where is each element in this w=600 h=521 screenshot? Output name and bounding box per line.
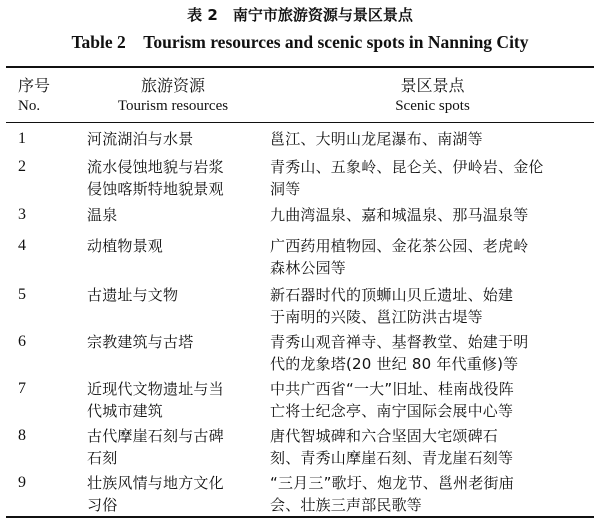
resource-line: 宗教建筑与古塔 [87, 333, 194, 351]
spots-line: 邕江、大明山龙尾瀑布、南湖等 [270, 130, 483, 148]
row-resource [87, 204, 261, 226]
row-spots [270, 156, 588, 200]
resource-line: 温泉 [87, 206, 118, 224]
row-number: 7 [18, 380, 26, 397]
row-spots [270, 331, 588, 375]
row-resource [87, 156, 261, 200]
spots-line: 青秀山观音禅寺、基督教堂、始建于明 [270, 333, 529, 351]
spots-line: “三月三”歌圩、炮龙节、邕州老街庙 [270, 474, 514, 492]
spots-line: 青秀山、五象岭、昆仑关、伊岭岩、金伦 [270, 158, 544, 176]
spots-line: 洞等 [270, 180, 301, 198]
spots-line: 中共广西省“一大”旧址、桂南战役阵 [270, 380, 514, 398]
row-spots [270, 378, 588, 422]
row-number: 2 [18, 158, 26, 175]
row-spots [270, 204, 588, 226]
row-resource [87, 378, 261, 422]
row-resource [87, 425, 261, 469]
row-resource [87, 284, 261, 306]
header-spot-en: Scenic spots [395, 98, 470, 114]
header-resource-en: Tourism resources [117, 98, 229, 114]
resource-line: 侵蚀喀斯特地貌景观 [87, 180, 224, 198]
table-title-cn: 表 2 南宁市旅游资源与景区景点 [187, 6, 413, 24]
spots-line: 森林公园等 [270, 259, 347, 277]
row-spots [270, 425, 588, 469]
row-spots [270, 235, 588, 279]
row-number: 4 [18, 237, 26, 254]
spots-line: 于南明的兴陵、邕江防洪古堤等 [270, 308, 483, 326]
resource-line: 动植物景观 [87, 237, 164, 255]
header-no-en: No. [18, 98, 41, 114]
resource-line: 代城市建筑 [87, 402, 164, 420]
row-number: 6 [18, 333, 26, 350]
row-spots [270, 284, 588, 328]
spots-line: 代的龙象塔(20 世纪 80 年代重修)等 [270, 355, 519, 373]
row-resource [87, 235, 261, 257]
row-number: 3 [18, 206, 26, 223]
resource-line: 河流湖泊与水景 [87, 130, 194, 148]
row-resource [87, 331, 261, 353]
table-bottom-rule [6, 516, 594, 518]
header-no-cn: 序号 [18, 76, 51, 95]
table-header-rule [6, 122, 594, 123]
row-number: 8 [18, 427, 26, 444]
resource-line: 古代摩崖石刻与古碑 [87, 427, 224, 445]
resource-line: 流水侵蚀地貌与岩浆 [87, 158, 224, 176]
spots-line: 刻、青秀山摩崖石刻、青龙崖石刻等 [270, 449, 514, 467]
resource-line: 壮族风情与地方文化 [87, 474, 224, 492]
spots-line: 唐代智城碑和六合坚固大宅颂碑石 [270, 427, 499, 445]
row-number: 9 [18, 474, 26, 491]
row-spots [270, 472, 588, 516]
row-number: 5 [18, 286, 26, 303]
table-title-en: Table 2 Tourism resources and scenic spots in Nanning City [71, 32, 529, 52]
spots-line: 亡将士纪念亭、南宁国际会展中心等 [270, 402, 514, 420]
header-resource [92, 75, 254, 116]
spots-line: 九曲湾温泉、嘉和城温泉、那马温泉等 [270, 206, 529, 224]
header-spot [280, 75, 585, 116]
resource-line: 古遗址与文物 [87, 286, 179, 304]
header-resource-cn: 旅游资源 [140, 76, 205, 95]
row-resource [87, 128, 261, 150]
spots-line: 新石器时代的顶蛳山贝丘遗址、始建 [270, 286, 514, 304]
row-spots [270, 128, 588, 150]
header-spot-cn: 景区景点 [400, 76, 465, 95]
spots-line: 会、壮族三声部民歌等 [270, 496, 423, 514]
resource-line: 石刻 [87, 449, 118, 467]
row-number: 1 [18, 130, 26, 147]
resource-line: 近现代文物遗址与当 [87, 380, 224, 398]
resource-line: 习俗 [87, 496, 118, 514]
row-resource [87, 472, 261, 516]
table-top-rule [6, 66, 594, 68]
spots-line: 广西药用植物园、金花茶公园、老虎岭 [270, 237, 529, 255]
header-no [18, 75, 50, 116]
